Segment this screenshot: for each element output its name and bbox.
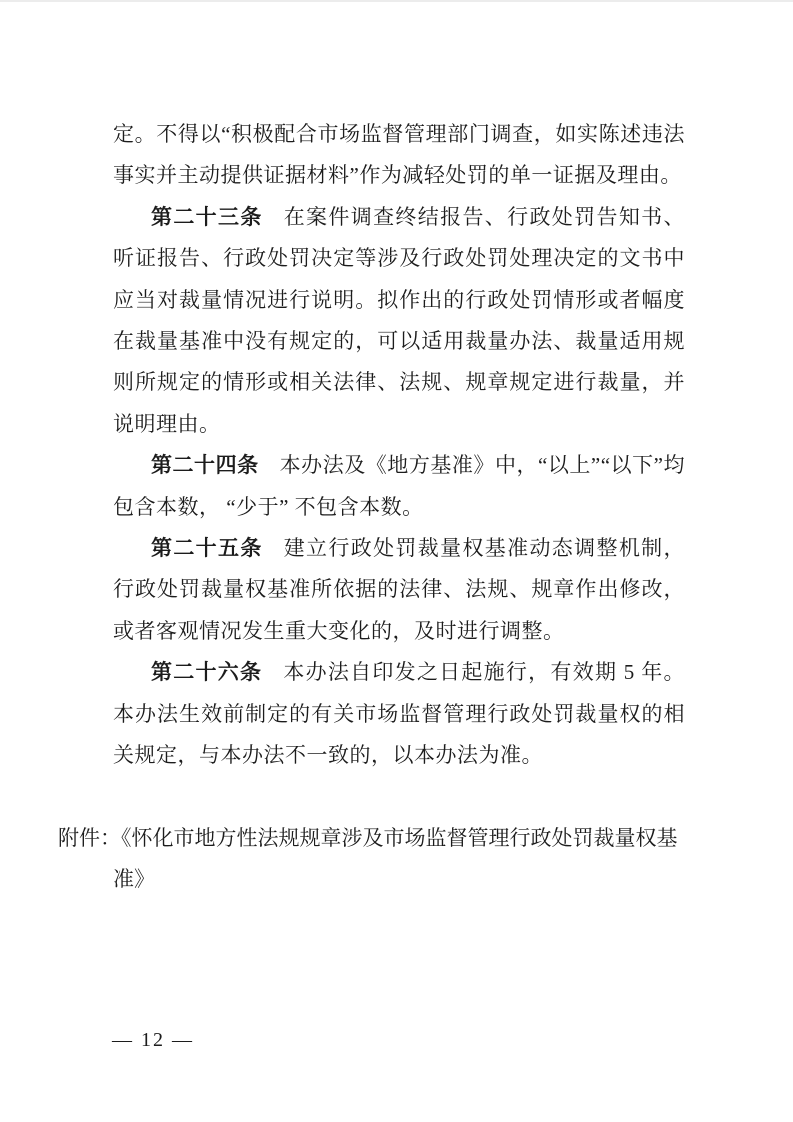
article-number: 第二十三条 xyxy=(151,204,263,229)
scan-edge-artifact xyxy=(0,0,793,2)
document-body xyxy=(58,114,686,900)
paragraph-text: 建立行政处罚裁量权基准动态调整机制，行政处罚裁量权基准所依据的法律、法规、规章作出修改，或者客观情况发生重大变化的，及时进行调整。 xyxy=(113,536,686,643)
paragraph xyxy=(113,445,685,528)
paragraph-text: 在案件调查终结报告、行政处罚告知书、听证报告、行政处罚决定等涉及行政处罚处理决定的文书中应当对裁量情况进行说明。拟作出的行政处罚情形或者幅度在裁量基准中没有规定的，可以适用裁量办法、裁量适用规则所规定的情形或相关法律、法规、规章规定进行裁量，并说明理由。 xyxy=(113,204,686,436)
article-number: 第二十六条 xyxy=(151,660,263,685)
attachment-text: 《怀化市地方性法规规章涉及市场监督管理行政处罚裁量权基准》 xyxy=(113,825,678,891)
article-number: 第二十五条 xyxy=(151,536,263,561)
paragraph xyxy=(113,652,685,776)
attachment-label: 附件： xyxy=(58,825,121,850)
page-number: — 12 — xyxy=(112,1029,194,1051)
attachment-note xyxy=(58,818,685,901)
article-number: 第二十四条 xyxy=(151,453,259,478)
paragraph xyxy=(113,528,685,652)
paragraph-text: 本办法及《地方基准》中，“以上”“以下”均包含本数， “少于” 不包含本数。 xyxy=(113,453,685,519)
paragraph-text: 本办法自印发之日起施行，有效期 5 年。本办法生效前制定的有关市场监督管理行政处罚裁量权的相关规定，与本办法不一致的，以本办法为准。 xyxy=(113,660,686,768)
paragraph xyxy=(113,197,685,445)
paragraph-text: 定。不得以“积极配合市场监督管理部门调查，如实陈述违法事实并主动提供证据材料”作为减轻处罚的单一证据及理由。 xyxy=(113,122,685,188)
paragraph xyxy=(113,114,685,197)
